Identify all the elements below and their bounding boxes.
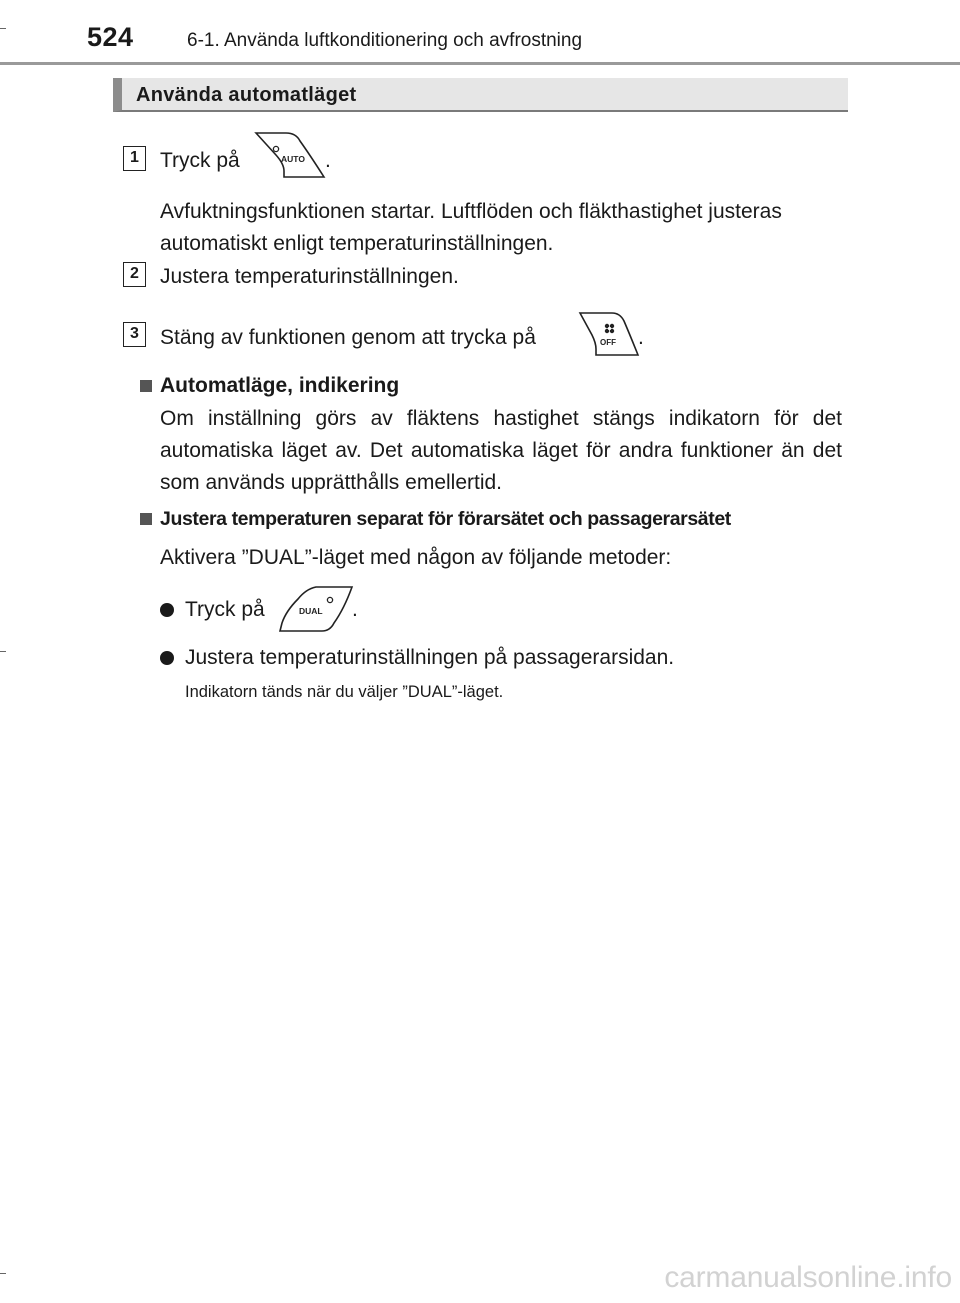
bullet-1-text: Tryck på [185, 598, 265, 621]
step-number-1: 1 [123, 146, 146, 171]
step-number-3: 3 [123, 322, 146, 347]
step-number-2: 2 [123, 262, 146, 287]
note-2-heading: Justera temperaturen separat för förarsätet och passagerarsätet [160, 508, 731, 530]
bullet-2-subtext: Indikatorn tänds när du väljer ”DUAL”-läget. [185, 683, 504, 701]
note-2-text: Aktivera ”DUAL”-läget med någon av följande metoder: [160, 546, 672, 569]
round-bullet [160, 603, 174, 617]
bullet-1-period: . [352, 598, 358, 621]
section-title: 6-1. Använda luftkonditionering och avfrostning [187, 30, 583, 51]
topic-title-box [113, 78, 848, 112]
round-bullet [160, 651, 174, 665]
bullet-2-text: Justera temperaturinställningen på passagerarsidan. [185, 646, 675, 669]
svg-text:OFF: OFF [600, 338, 616, 347]
step-1-period: . [325, 149, 331, 172]
note-1-text: Om inställning görs av fläktens hastighet stängs indikatorn för det automatiska läget av. Det automatiska läget för andra funktioner än det som används upprätthålls emellertid. [160, 407, 842, 494]
note-square-bullet [140, 513, 152, 525]
auto-button-icon [254, 131, 328, 181]
step-1-text: Tryck på [160, 149, 240, 172]
step-2-text: Justera temperaturinställningen. [160, 265, 459, 288]
topic-title: Använda automatläget [136, 84, 357, 106]
svg-text:DUAL: DUAL [299, 606, 323, 616]
crop-mark [0, 1273, 6, 1274]
watermark: carmanualsonline.info [664, 1261, 952, 1294]
page-header [0, 0, 960, 64]
step-3-period: . [638, 326, 644, 349]
svg-text:AUTO: AUTO [281, 154, 305, 164]
off-button-icon [578, 311, 642, 357]
step-3-text: Stäng av funktionen genom att trycka på [160, 326, 536, 349]
crop-mark [0, 651, 6, 652]
header-rule [0, 62, 960, 65]
dual-button-icon [272, 585, 356, 635]
note-square-bullet [140, 380, 152, 392]
step-1-description: Avfuktningsfunktionen startar. Luftflöden och fläkthastighet justeras automatiskt enligt temperaturinställningen. [160, 200, 782, 255]
note-1-heading: Automatläge, indikering [160, 374, 400, 397]
page-number: 524 [87, 22, 134, 52]
